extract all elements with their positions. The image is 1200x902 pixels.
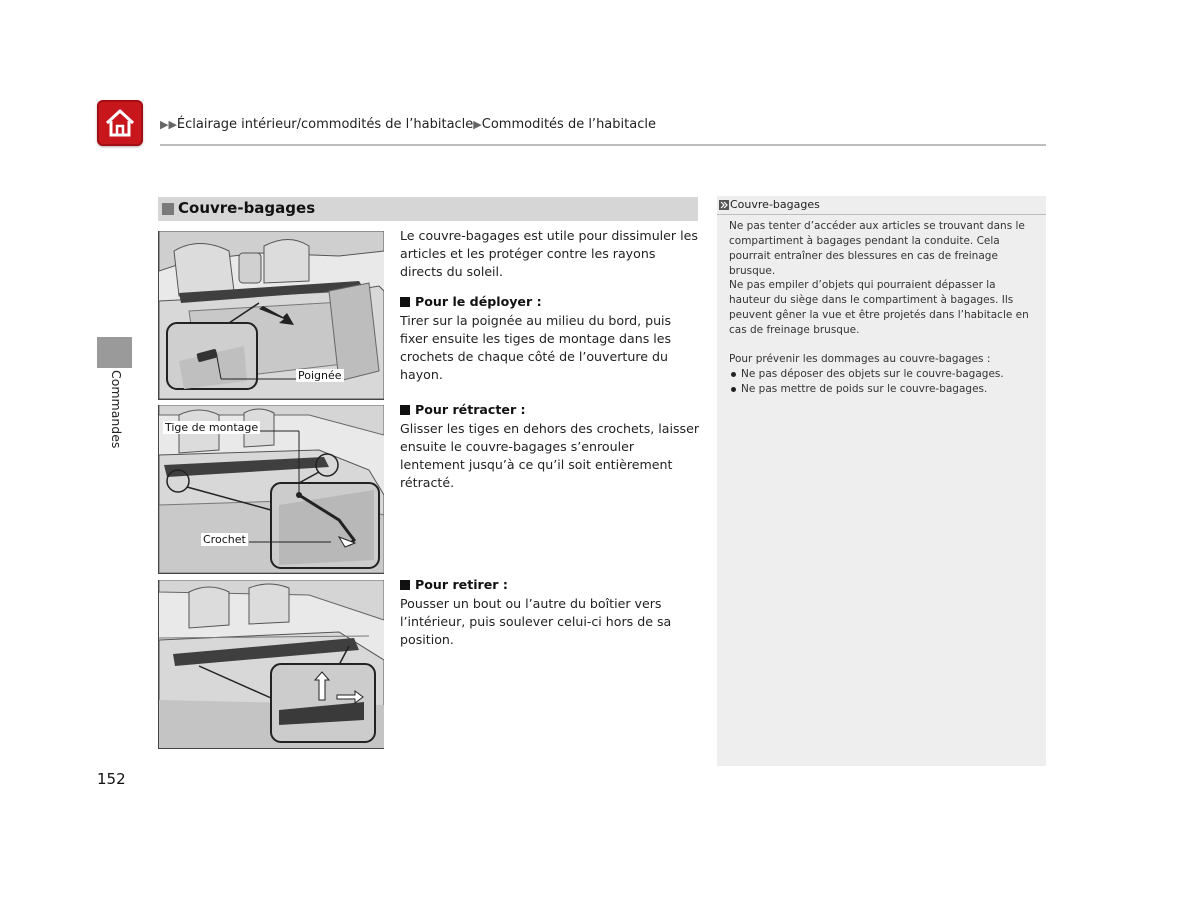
intro-text: Le couvre-bagages est utile pour dissimuler les articles et les protéger contre les rayons directs du soleil. [400,228,698,279]
side-tab-marker [97,337,132,368]
note-title: Couvre-bagages [730,198,820,211]
home-button[interactable] [97,100,143,146]
note-bullet-item: Ne pas déposer des objets sur le couvre-bagages. [729,367,1039,382]
note-paragraph: Ne pas empiler d’objets qui pourraient dépasser la hauteur du siège dans le compartiment à bagages. Ils peuvent gêner la vue et être projetés dans l’habitacle en cas de freinage brusque. [729,279,1029,336]
page-number: 152 [97,770,126,788]
label-mounting-rod: Tige de montage [165,421,259,434]
figure-remove [158,580,384,749]
breadcrumb-arrow-icon: ▶ [473,118,482,131]
note-bullet-list [729,367,1039,397]
breadcrumb-arrow-icon: ▶▶ [160,118,177,131]
side-tab-label [98,370,128,460]
subheading-deploy-text: Pour le déployer : [415,294,542,309]
remove-text: Pousser un bout ou l’autre du boîtier vers l’intérieur, puis soulever celui-ci hors de sa position. [400,596,672,647]
label-hook: Crochet [203,533,246,546]
cargo-deploy-illustration [159,231,384,399]
square-bullet-icon [400,405,410,415]
section-square-icon [162,203,174,215]
deploy-text: Tirer sur la poignée au milieu du bord, puis fixer ensuite les tiges de montage dans les crochets de chaque côté de l’ouverture du hayon. [400,313,672,382]
cargo-remove-illustration [159,580,384,748]
figure-deploy [158,231,384,400]
breadcrumb [160,117,656,132]
subheading-retract-text: Pour rétracter : [415,402,526,417]
subheading-remove-text: Pour retirer : [415,577,508,592]
header-divider [160,144,1046,146]
label-handle: Poignée [298,369,342,382]
breadcrumb-item-amenities[interactable]: Commodités de l’habitacle [481,117,656,132]
note-bullet-item: Ne pas mettre de poids sur le couvre-bagages. [729,382,1039,397]
square-bullet-icon [400,297,410,307]
subheading-retract [400,402,526,417]
side-tab-text: Commandes [109,370,124,449]
note-ref-icon [719,200,729,210]
subheading-remove [400,577,508,592]
home-icon [103,106,137,140]
subheading-deploy [400,294,542,309]
breadcrumb-item-lighting[interactable]: Éclairage intérieur/commodités de l’habitacle [176,117,474,132]
note-paragraph: Ne pas tenter d’accéder aux articles se trouvant dans le compartiment à bagages pendant la conduite. Cela pourrait entraîner des blessures en cas de freinage brusque. [729,220,1025,277]
figure-retract [158,405,384,574]
retract-text: Glisser les tiges en dehors des crochets, laisser ensuite le couvre-bagages s’enrouler lentement jusqu’à ce qu’il soit entièrement rétracté. [400,421,700,490]
square-bullet-icon [400,580,410,590]
section-title: Couvre-bagages [178,199,316,217]
note-paragraph: Pour prévenir les dommages au couvre-bagages : [729,353,991,365]
